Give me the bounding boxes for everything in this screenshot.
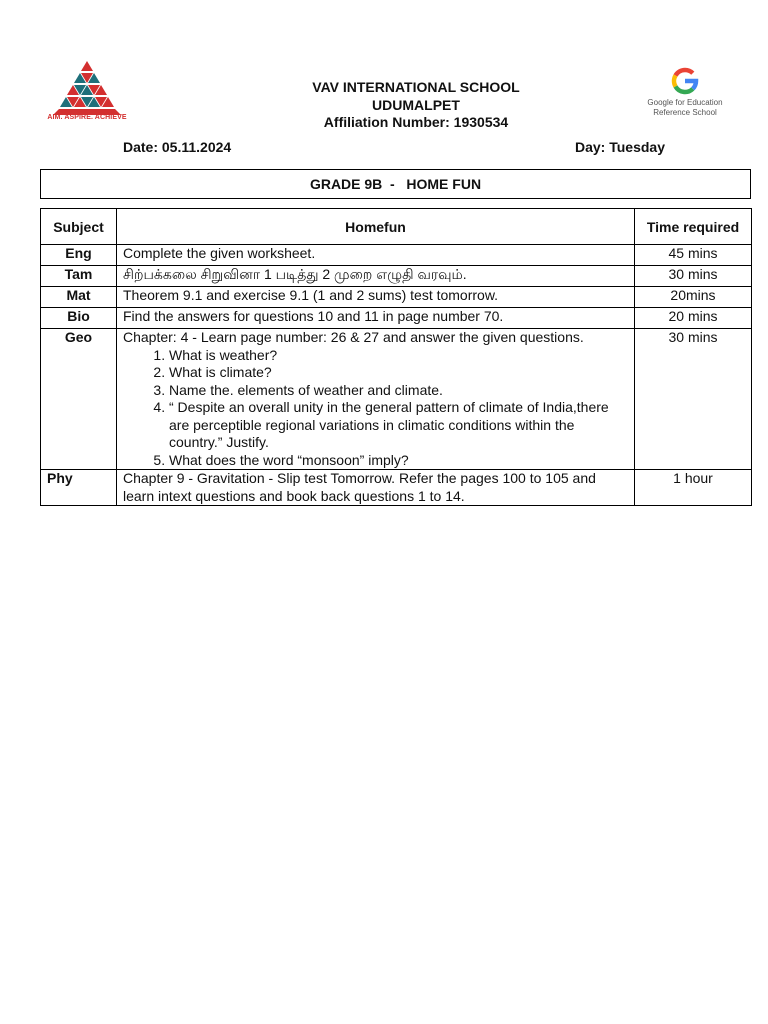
time-cell: 20 mins: [635, 308, 752, 329]
google-badge-line2: Reference School: [653, 108, 717, 117]
header-subject: Subject: [41, 209, 117, 245]
homefun-cell: Complete the given worksheet.: [117, 245, 635, 266]
time-cell: 1 hour: [635, 470, 752, 506]
subject-cell: Tam: [41, 266, 117, 287]
time-cell: 30 mins: [635, 329, 752, 470]
list-item: 4. “ Despite an overall unity in the general pattern of climate of India,there are perceptible regional variations in climatic conditions within the country.” Justify.: [169, 399, 628, 452]
subject-cell: Geo: [41, 329, 117, 470]
subject-cell: Eng: [41, 245, 117, 266]
time-cell: 45 mins: [635, 245, 752, 266]
school-header: [230, 79, 602, 132]
day-label: Day: Tuesday: [575, 139, 665, 155]
header-time: Time required: [635, 209, 752, 245]
grade-title: GRADE 9B - HOME FUN: [40, 169, 751, 199]
table-row: [41, 470, 752, 506]
school-location: UDUMALPET: [372, 96, 460, 113]
time-cell: 20mins: [635, 287, 752, 308]
geo-instructions: Chapter: 4 - Learn page number: 26 & 27 and answer the given questions.: [123, 329, 584, 345]
table-row: [41, 245, 752, 266]
time-cell: 30 mins: [635, 266, 752, 287]
affiliation-number: Affiliation Number: 1930534: [323, 114, 509, 130]
homefun-cell: சிற்பக்கலை சிறுவினா 1 படித்து 2 முறை எழுதி வரவும்.: [117, 266, 635, 287]
homefun-cell: Find the answers for questions 10 and 11 in page number 70.: [117, 308, 635, 329]
subject-cell: Bio: [41, 308, 117, 329]
school-name: VAV INTERNATIONAL SCHOOL: [312, 79, 520, 95]
table-header-row: [41, 209, 752, 245]
google-g-icon: [670, 66, 700, 96]
subject-cell: Phy: [41, 470, 117, 506]
date-label: Date: 05.11.2024: [123, 139, 232, 155]
school-logo-triangle-icon: [46, 58, 128, 116]
table-row: [41, 266, 752, 287]
list-item: 5. What does the word “monsoon” imply?: [169, 452, 628, 470]
table-row: [41, 308, 752, 329]
list-item: 2. What is climate?: [169, 364, 628, 382]
header-homefun: Homefun: [117, 209, 635, 245]
google-badge-line1: Google for Education: [647, 98, 723, 107]
homefun-table: [40, 208, 752, 506]
list-item: 1. What is weather?: [169, 347, 628, 365]
table-row: [41, 329, 752, 470]
school-motto: AIM. ASPIRE. ACHIEVE: [47, 114, 127, 121]
table-row: [41, 287, 752, 308]
list-item: 3. Name the. elements of weather and climate.: [169, 382, 628, 400]
geo-question-list: [123, 347, 628, 470]
subject-cell: Mat: [41, 287, 117, 308]
homefun-cell: Theorem 9.1 and exercise 9.1 (1 and 2 sums) test tomorrow.: [117, 287, 635, 308]
homefun-cell: Chapter 9 - Gravitation - Slip test Tomorrow. Refer the pages 100 to 105 and learn intext questions and book back questions 1 to 14.: [117, 470, 635, 506]
google-education-badge: [640, 62, 730, 122]
homefun-cell: [117, 329, 635, 470]
